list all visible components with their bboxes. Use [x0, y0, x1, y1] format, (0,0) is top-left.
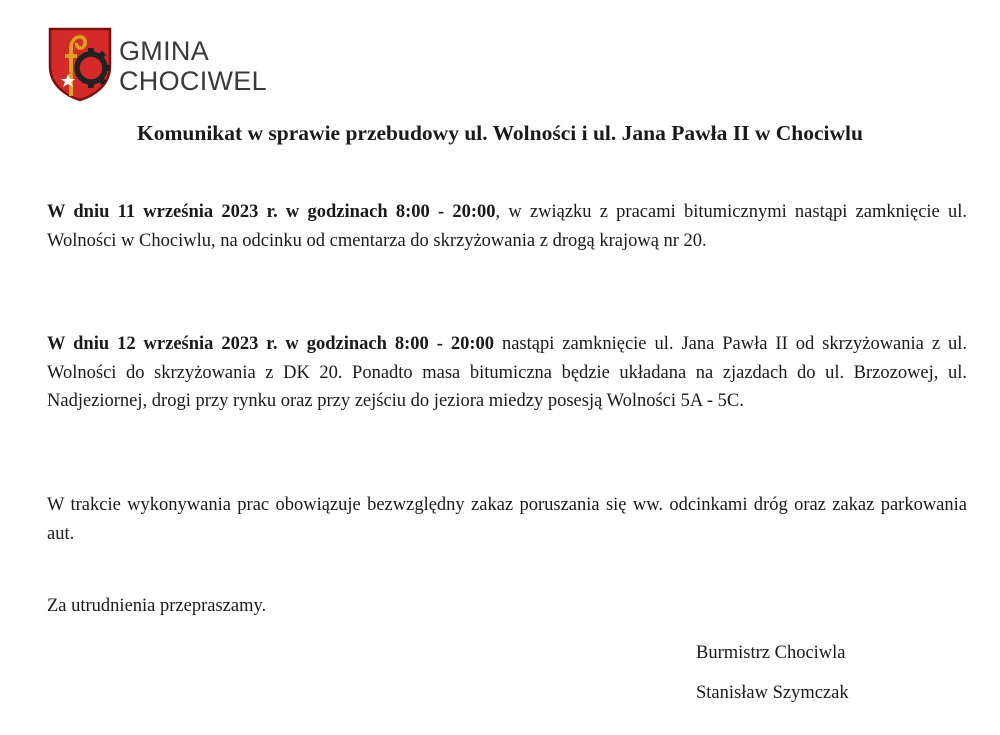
paragraph-3: W trakcie wykonywania prac obowiązuje bezwzględny zakaz poruszania się ww. odcinkami dróg oraz zakaz parkowania aut. — [47, 495, 967, 544]
signature-name: Stanisław Szymczak — [696, 683, 849, 703]
paragraph-1-date: W dniu 11 września 2023 r. w godzinach 8:00 - 20:00 — [47, 202, 496, 222]
paragraph-1-text: , w związku z pracami bitumicznymi nastąpi zamknięcie ul. Wolności w Chociwlu, na odcinku od cmentarza do skrzyżowania z drogą krajową nr 20. — [47, 202, 967, 251]
paragraph-1 — [47, 198, 967, 255]
document-title: Komunikat w sprawie przebudowy ul. Wolności i ul. Jana Pawła II w Chociwlu — [137, 121, 863, 145]
brand-line-1: GMINA — [119, 36, 210, 66]
apology-text: Za utrudnienia przepraszamy. — [47, 596, 267, 616]
paragraph-2 — [47, 330, 967, 416]
signature-block — [696, 633, 849, 713]
brand-name — [119, 36, 267, 96]
paragraph-2-text: nastąpi zamknięcie ul. Jana Pawła II od skrzyżowania z ul. Wolności do skrzyżowania z DK 20. Ponadto masa bitumiczna będzie układana na zjazdach do ul. Brzozowej, ul. Nadjeziornej, drogi przy rynku oraz przy zejściu do jeziora miedzy posesją Wolności 5A - 5C. — [47, 334, 967, 411]
brand-line-2: CHOCIWEL — [119, 66, 267, 96]
paragraph-2-date: W dniu 12 września 2023 r. w godzinach 8:00 - 20:00 — [47, 334, 494, 354]
coat-of-arms-logo — [47, 26, 113, 102]
signature-role: Burmistrz Chociwla — [696, 643, 846, 663]
